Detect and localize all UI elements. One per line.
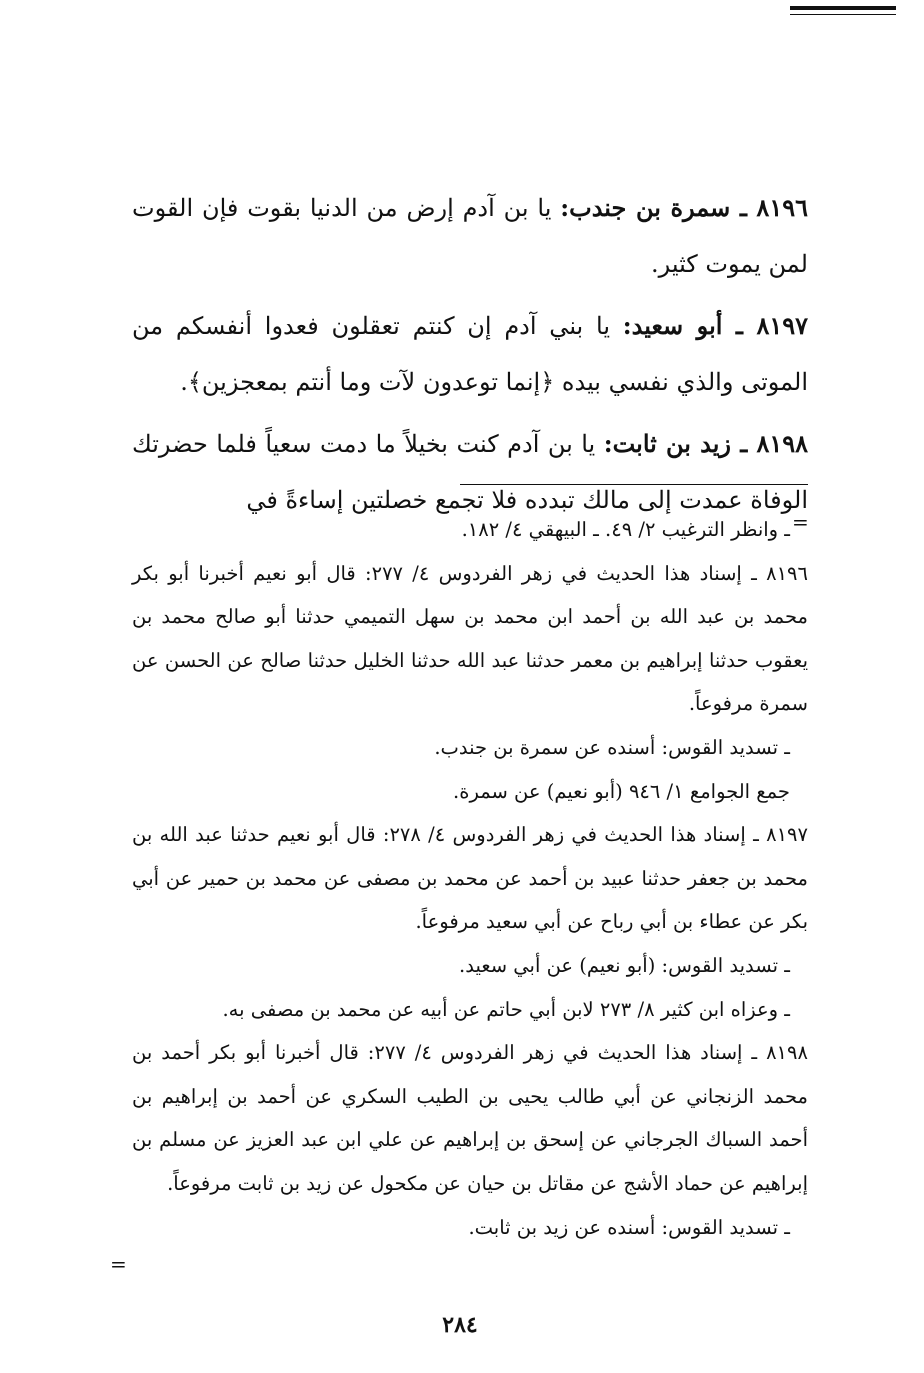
footnote-line: ـ وانظر الترغيب ٢/ ٤٩. ـ البيهقي ٤/ ١٨٢.: [461, 518, 790, 541]
footnote-line: ـ تسديد القوس: أسنده عن زيد بن ثابت.: [468, 1215, 790, 1239]
footnote-line: ٨١٩٨ ـ إسناد هذا الحديث في زهر الفردوس ٤/ ٢٧٧: قال أخبرنا أبو بكر أحمد بن محمد الزنجاني عن أبي طالب يحيى بن الطيب السكري عن أحمد بن إبراهيم بن أحمد السباك الجرجاني عن إسحق بن إبراهيم عن علي ابن عبد العزيز عن مسلم بن إبراهيم عن حماد الأشج عن مقاتل بن حيان عن مكحول عن زيد بن ثابت مرفوعاً.: [132, 1041, 808, 1195]
footnote-line: ٨١٩٦ ـ إسناد هذا الحديث في زهر الفردوس ٤/ ٢٧٧: قال أبو نعيم أخبرنا أبو بكر محمد بن عبد الله بن أحمد ابن محمد بن سهل التميمي حدثنا أبو صالح محمد بن يعقوب حدثنا إبراهيم بن معمر حدثنا عبد الله حدثنا الخليل حدثنا صالح عن الحسن عن سمرة مرفوعاً.: [132, 561, 808, 716]
footnote-line: ـ تسديد القوس: (أبو نعيم) عن أبي سعيد.: [459, 953, 790, 977]
continuation-mark-bottom: =: [110, 1252, 127, 1276]
footnote-line: ٨١٩٧ ـ إسناد هذا الحديث في زهر الفردوس ٤/ ٢٧٨: قال أبو نعيم حدثنا عبد الله بن محمد بن جعفر حدثنا عبيد بن أحمد عن محمد بن مصفى عن محمد بن حمير عن أبي بكر عن عطاء بن أبي رباح عن أبي سعيد مرفوعاً.: [132, 823, 808, 934]
page-number: ٢٨٤: [442, 1312, 478, 1338]
footnote-line: ـ تسديد القوس: أسنده عن سمرة بن جندب.: [434, 735, 790, 759]
entry-8197: ٨١٩٧ ـ أبو سعيد: يا بني آدم إن كنتم تعقلون فعدوا أنفسكم من الموتى والذي نفسي بيده ﴿إنما توعدون لآت وما أنتم بمعجزين﴾.: [132, 311, 808, 396]
entry-8196: ٨١٩٦ ـ سمرة بن جندب: يا بن آدم إرض من الدنيا بقوت فإن القوت لمن يموت كثير.: [132, 193, 808, 278]
footnote-line: جمع الجوامع ١/ ٩٤٦ (أبو نعيم) عن سمرة.: [453, 779, 790, 803]
header-rule: [790, 6, 896, 10]
footnote-separator: [460, 484, 808, 485]
footnotes: [132, 508, 808, 1249]
header-rule-thin: [790, 14, 896, 15]
entry-8198: ٨١٩٨ ـ زيد بن ثابت: يا بن آدم كنت بخيلاً ما دمت سعياً فلما حضرتك الوفاة عمدت إلى مالك تبدده فلا تجمع خصلتين إساءةً في: [132, 429, 808, 514]
main-text: [132, 180, 808, 534]
continuation-mark-top: =: [792, 510, 809, 534]
footnote-line: ـ وعزاه ابن كثير ٨/ ٢٧٣ لابن أبي حاتم عن أبيه عن محمد بن مصفى به.: [222, 997, 790, 1021]
